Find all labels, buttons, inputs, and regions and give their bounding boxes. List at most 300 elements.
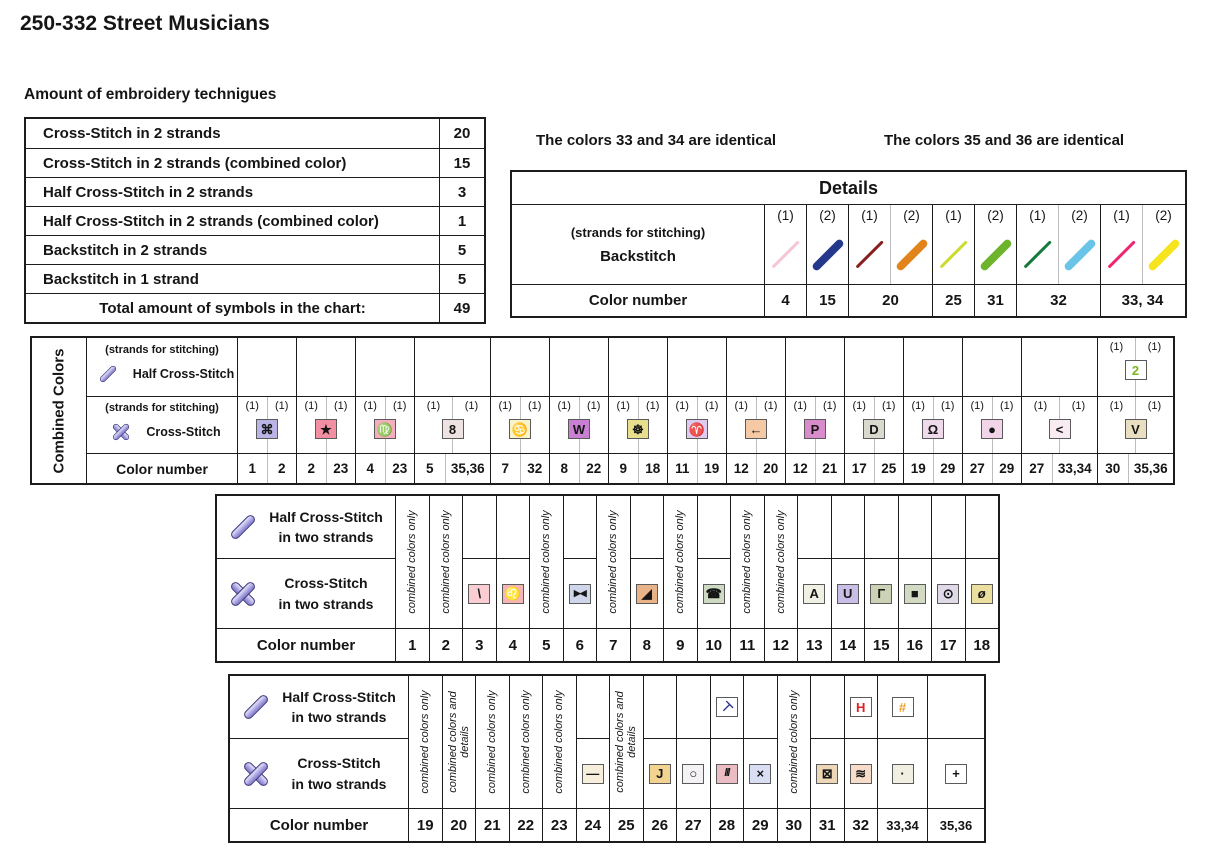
color-number: 20: [848, 285, 932, 316]
backstitch-cell: [933, 205, 974, 284]
half-cross-cell: [609, 338, 667, 397]
stitch-column: [429, 496, 463, 661]
strand-count: (1): [697, 397, 727, 453]
combined-colors-header-label: Combined Colors: [50, 348, 68, 474]
symbol-bowtie-symbol: [569, 584, 591, 604]
stitch-column: [529, 496, 563, 661]
color-number-pair: [668, 454, 726, 483]
cross-stitch-cell: [966, 559, 999, 629]
color-number-pair: [609, 454, 667, 483]
combined-pair: [237, 338, 296, 483]
blue-hammer-symbol: ⊤: [717, 697, 737, 717]
symbol-letter-v-symbol: [1125, 419, 1147, 439]
backstitch-line-wrap: [849, 225, 890, 284]
cross-stitch-row-label-text: [261, 573, 395, 614]
cross-stitch-cell: [238, 397, 296, 454]
backstitch-line-sample: [1108, 241, 1136, 269]
combined-note-text: combined colors only: [419, 690, 432, 794]
half-cross-cell: [463, 496, 496, 559]
technique-label: Half Cross-Stitch in 2 strands: [43, 183, 254, 201]
half-cross-cell: [497, 496, 530, 559]
combined-note-text: combined colors only: [553, 690, 566, 794]
half-cross-cell: [415, 338, 490, 397]
symbol-black-star-symbol: [315, 419, 337, 439]
backstitch-line-sample: [895, 238, 929, 272]
technique-row: [26, 206, 484, 235]
symbol-black-square-symbol: [904, 584, 926, 604]
color-number: 14: [839, 636, 857, 654]
stitch-column: [676, 676, 710, 841]
combined-note-text: combined colors and details: [446, 691, 471, 793]
strands-note: (strands for stitching): [570, 224, 706, 240]
stitch-column: [931, 496, 965, 661]
combined-note-cell: [597, 496, 630, 629]
combined-pair: [296, 338, 355, 483]
technique-row: [26, 119, 484, 148]
strand-count: (1): [385, 397, 415, 453]
symbol-dot-symbol: [892, 764, 914, 784]
color-number-label: Color number: [588, 292, 688, 309]
strand-count: (1): [452, 397, 490, 453]
color-number: 31: [818, 816, 836, 834]
combined-note-text: combined colors and details: [614, 691, 639, 793]
combined-pair: [962, 338, 1021, 483]
section-title-techniques: Amount of embroidery technigues: [24, 86, 277, 103]
color-number: 23: [385, 454, 415, 483]
technique-count: 20: [439, 119, 484, 148]
strand-count: (1): [498, 400, 512, 412]
circled-dot-symbol: ⊙: [942, 586, 954, 601]
combined-note-cell: [443, 676, 476, 809]
strand-count: (2): [987, 208, 1004, 223]
half-cross-cell: [845, 338, 903, 397]
half-cross-cell: [631, 496, 664, 559]
stitch-column: [730, 496, 764, 661]
cross-stitch-cell: [798, 559, 831, 629]
backstitch-cell: [849, 205, 890, 284]
symbol-gamma-symbol: [870, 584, 892, 604]
color-number-pair: [238, 454, 296, 483]
color-number-pair: [356, 454, 414, 483]
cross-stitch-row-label: [217, 559, 395, 629]
combined-pair: [549, 338, 608, 483]
bowtie-symbol: ▶◀: [573, 588, 586, 598]
symbol-letter-j-symbol: [649, 764, 671, 784]
half-cross-stitch-row-label: [87, 338, 237, 397]
digit-8-symbol: 8: [448, 421, 457, 437]
symbol-leo-symbol: [502, 584, 524, 604]
half-cross-stitch-row-label-line: in two strands: [278, 529, 374, 545]
color-number: 20: [450, 816, 468, 834]
backstitch-line-sample: [940, 241, 968, 269]
cross-stitch-cell: [1098, 397, 1173, 454]
color-number: 9: [619, 461, 627, 476]
color-number: 4: [366, 461, 374, 476]
details-title: Details: [512, 172, 1185, 205]
cross-stitch-cell: [668, 397, 726, 454]
backstitch-line-wrap: [891, 225, 932, 284]
color-number-label: Color number: [116, 460, 208, 477]
strand-count: (1): [852, 400, 866, 412]
color-number: 10: [705, 636, 723, 654]
symbol-letter-u-symbol: [837, 584, 859, 604]
cross-stitch-cell: [415, 397, 490, 454]
strand-count: (1): [1033, 400, 1048, 412]
stitch-column: [743, 676, 777, 841]
backslash-symbol: \: [477, 586, 482, 601]
half-cross-stitch-row-label-text: [274, 687, 408, 728]
color-number: 2: [441, 636, 450, 654]
combined-pair: [844, 338, 903, 483]
color-number-label: Color number: [256, 636, 356, 654]
strand-count: (1): [1109, 400, 1124, 412]
color-number-pair: [904, 454, 962, 483]
color-number: 17: [939, 636, 957, 654]
strands-note: (strands for stitching): [105, 343, 219, 356]
cross-stitch-row-label-line: Cross-Stitch: [284, 575, 368, 592]
technique-count: 5: [439, 265, 484, 293]
color-number: 7: [609, 636, 618, 654]
symbol-plus-symbol: [945, 764, 967, 784]
color-number: 35,36: [939, 817, 973, 833]
strand-count: (1): [1029, 208, 1046, 223]
technique-row: [26, 148, 484, 177]
half-cross-cell: [550, 338, 608, 397]
cross-stitch-cell: [845, 397, 903, 454]
stitch-column: [898, 496, 932, 661]
strand-count: (1): [363, 400, 377, 412]
stitch-column: [563, 496, 597, 661]
combined-pair: [785, 338, 844, 483]
stitch-column: [395, 496, 429, 661]
color-number: 24: [584, 816, 602, 834]
small-x-symbol: ×: [756, 766, 765, 781]
combined-note-cell: [765, 496, 798, 629]
color-number-pair: [727, 454, 785, 483]
half-cross-stitch-icon: [96, 362, 120, 385]
color-number: 25: [617, 816, 635, 834]
strand-count: (1): [616, 400, 630, 412]
letter-u-symbol: U: [843, 586, 853, 601]
cross-stitch-cell: [904, 397, 962, 454]
strands-note: (strands for stitching): [105, 401, 219, 414]
technique-count: 1: [439, 207, 484, 235]
note-colors-33-34: The colors 33 and 34 are identical: [536, 132, 777, 149]
combined-note-cell: [510, 676, 543, 809]
backstitch-cell: [890, 205, 932, 284]
cross-stitch-cell: [1022, 397, 1097, 454]
combined-note-text: combined colors only: [741, 510, 754, 614]
color-number: 2: [307, 461, 315, 476]
stitch-row-labels: [230, 676, 408, 841]
cross-stitch-cell: [564, 559, 597, 629]
cross-stitch-icon: [238, 757, 274, 791]
symbol-letter-a-symbol: [803, 584, 825, 604]
stitch-column: [576, 676, 610, 841]
black-circle-symbol: ●: [988, 421, 996, 437]
stitch-column: [764, 496, 798, 661]
details-color-number-row: [512, 285, 1185, 316]
color-number: 5: [426, 461, 434, 476]
color-number: 33,34: [886, 817, 919, 833]
color-number: 1: [248, 461, 256, 476]
color-number-pair: [550, 454, 608, 483]
black-square-symbol: ■: [910, 586, 919, 601]
backstitch-group: [806, 205, 848, 284]
half-cross-cell: [1098, 338, 1173, 397]
strand-count: (1): [1135, 338, 1173, 396]
technique-count: 15: [439, 149, 484, 177]
symbol-envelope-symbol: [816, 764, 838, 784]
red-h-symbol: H: [856, 699, 866, 715]
symbol-slashed-o-symbol: [971, 584, 993, 604]
strand-count: (2): [1071, 208, 1088, 223]
stitch-column: [643, 676, 677, 841]
symbol-circled-dot-symbol: [937, 584, 959, 604]
cross-stitch-icon: [225, 577, 261, 611]
virgo-symbol: ♍: [376, 421, 394, 437]
half-cross-stitch-row-label-line: in two strands: [291, 709, 387, 725]
half-cross-cell: [356, 338, 414, 397]
half-cross-stitch-icon: [225, 510, 261, 544]
backstitch-cell: [1058, 205, 1100, 284]
color-number: 4: [508, 636, 517, 654]
plus-symbol: +: [952, 766, 960, 781]
color-number: 22: [517, 816, 535, 834]
combined-note-text: combined colors only: [607, 510, 620, 614]
stitch-column: [810, 676, 844, 841]
symbol-blue-hammer-symbol: [716, 697, 738, 717]
backstitch-line-sample: [1063, 238, 1097, 272]
color-number: 25: [874, 454, 904, 483]
strand-count: (2): [819, 208, 836, 223]
dash-symbol: —: [586, 766, 600, 781]
combined-note-cell: [778, 676, 811, 809]
color-number: 1: [408, 636, 417, 654]
backstitch-line-wrap: [1143, 225, 1184, 284]
techniques-table: [24, 117, 486, 324]
color-number: 32: [852, 816, 870, 834]
less-than-symbol: <: [1055, 421, 1064, 437]
note-colors-35-36: The colors 35 and 36 are identical: [884, 132, 1125, 149]
strand-count: (1): [911, 400, 925, 412]
page-title: 250-332 Street Musicians: [20, 12, 270, 35]
stitch-stick: [242, 693, 270, 721]
color-number: 27: [1029, 461, 1045, 476]
color-number-pair: [491, 454, 549, 483]
combined-pairs: [237, 338, 1173, 483]
color-number-pair: [845, 454, 903, 483]
color-number: 4: [764, 285, 806, 316]
strand-count: (1): [874, 397, 904, 453]
cross-stitch-icon: [109, 420, 133, 443]
cross-stitch-cell: [609, 397, 667, 454]
symbol-letter-w-symbol: [568, 419, 590, 439]
cross-stitch-cell: [297, 397, 355, 454]
strand-count: (1): [793, 400, 807, 412]
stitch-stick: [229, 513, 257, 541]
symbol-left-arrow-symbol: [745, 419, 767, 439]
strand-count: (1): [304, 400, 318, 412]
half-cross-cell: [786, 338, 844, 397]
combined-note-text: combined colors only: [774, 510, 787, 614]
color-number: 21: [815, 454, 845, 483]
strand-count: (1): [267, 397, 297, 453]
color-number: 6: [575, 636, 584, 654]
technique-count: 3: [439, 178, 484, 206]
color-number: 13: [805, 636, 823, 654]
cross-stitch-row-label: [87, 397, 237, 454]
half-cross-cell: [644, 676, 677, 739]
half-cross-cell: [491, 338, 549, 397]
letter-w-symbol: W: [572, 421, 586, 437]
half-cross-stitch-row-label: [230, 676, 408, 739]
symbol-black-triangle-symbol: [636, 584, 658, 604]
symbol-letter-p-symbol: [804, 419, 826, 439]
backstitch-label: Backstitch: [600, 247, 676, 265]
technique-label: Backstitch in 1 strand: [43, 270, 199, 288]
color-number: 29: [751, 816, 769, 834]
color-number: 9: [676, 636, 685, 654]
combined-note-cell: [530, 496, 563, 629]
strand-count: (1): [579, 397, 609, 453]
combined-note-cell: [476, 676, 509, 809]
stitch-column: [408, 676, 442, 841]
symbol-orange-hash-symbol: [892, 697, 914, 717]
combined-pair: [414, 338, 490, 483]
backstitch-cell: [975, 205, 1016, 284]
color-number: 12: [772, 636, 790, 654]
color-number: 23: [550, 816, 568, 834]
color-number: 25: [932, 285, 974, 316]
cross-stitch-cell: [727, 397, 785, 454]
strand-count: (1): [861, 208, 878, 223]
color-number: 29: [992, 454, 1022, 483]
cross-stitch-cell: [932, 559, 965, 629]
combined-note-cell: [731, 496, 764, 629]
color-number: 22: [579, 454, 609, 483]
color-number: 32: [1016, 285, 1100, 316]
half-cross-stitch-row-label-line: [90, 357, 234, 391]
cross-stitch-cell: [491, 397, 549, 454]
color-number: 30: [1105, 461, 1121, 476]
strand-count: (1): [992, 397, 1022, 453]
strand-count: (1): [245, 400, 259, 412]
symbol-black-circle-symbol: [981, 419, 1003, 439]
backstitch-group: [1100, 205, 1184, 284]
stitch-column: [663, 496, 697, 661]
half-cross-cell: [564, 496, 597, 559]
color-number: 11: [675, 461, 690, 476]
backstitch-line-sample: [979, 238, 1013, 272]
technique-row: [26, 235, 484, 264]
half-cross-cell: [1022, 338, 1097, 397]
technique-label: Total amount of symbols in the chart:: [99, 299, 366, 317]
cross-stitch-cell: [878, 739, 927, 809]
half-cross-cell: [238, 338, 296, 397]
half-cross-stitch-row-label: [217, 496, 395, 559]
backstitch-row-label: [512, 205, 764, 284]
technique-label: Backstitch in 2 strands: [43, 241, 208, 259]
combined-note-text: combined colors only: [406, 510, 419, 614]
stitch-column: [710, 676, 744, 841]
orange-hash-symbol: #: [898, 699, 907, 715]
combined-pair: [726, 338, 785, 483]
half-cross-cell: [811, 676, 844, 739]
backstitch-group: [932, 205, 974, 284]
color-number-pair: [415, 454, 490, 483]
strand-count: (1): [326, 397, 356, 453]
color-number: 11: [739, 636, 756, 654]
strand-count: (2): [903, 208, 920, 223]
symbol-telephone-symbol: [703, 584, 725, 604]
color-number: 21: [483, 816, 501, 834]
cross-stitch-row-label-line: Cross-Stitch: [297, 755, 381, 772]
backstitch-line-wrap: [1101, 225, 1142, 284]
backstitch-group: [848, 205, 932, 284]
cross-stitch-row-label-text: Cross-Stitch: [146, 424, 221, 439]
color-number-pair: [1098, 454, 1173, 483]
color-number: 29: [933, 454, 963, 483]
half-cross-cell: [744, 676, 777, 739]
color-number-pair: [1022, 454, 1097, 483]
backstitch-line-wrap: [765, 225, 806, 284]
stitch-column: [777, 676, 811, 841]
technique-label: Cross-Stitch in 2 strands (combined color): [43, 154, 347, 172]
half-cross-cell: [577, 676, 610, 739]
flower-wheel-symbol: ☸: [632, 421, 644, 437]
letter-p-symbol: P: [810, 421, 820, 437]
half-cross-stitch-row-label-line: Half Cross-Stitch: [269, 508, 383, 525]
letter-j-symbol: J: [656, 766, 664, 781]
cross-stitch-cell: [832, 559, 865, 629]
stitch-table-colors-1-18: [215, 494, 1000, 663]
cross-stitch-cell: [786, 397, 844, 454]
telephone-symbol: ☎: [705, 586, 722, 601]
symbol-bell-symbol: [922, 419, 944, 439]
half-cross-cell: [878, 676, 927, 739]
dot-symbol: ·: [900, 766, 905, 781]
combined-note-cell: [430, 496, 463, 629]
half-cross-stitch-icon: [238, 690, 274, 724]
color-number: 32: [520, 454, 550, 483]
symbol-green-2-symbol: [1125, 360, 1147, 380]
color-number: 23: [326, 454, 356, 483]
stitch-column: [877, 676, 927, 841]
cross-stitch-cell: [644, 739, 677, 809]
combined-pair: [608, 338, 667, 483]
circle-outline-symbol: ○: [689, 766, 698, 781]
cross-stitch-cell: [711, 739, 744, 809]
cross-stitch-cell: [698, 559, 731, 629]
backstitch-line-wrap: [807, 225, 848, 284]
technique-label: Half Cross-Stitch in 2 strands (combined color): [43, 212, 379, 230]
backstitch-line-wrap: [975, 225, 1016, 284]
color-number: 12: [792, 461, 808, 476]
color-number: 20: [756, 454, 786, 483]
combined-pair: [490, 338, 549, 483]
symbol-digit-8-symbol: [442, 419, 464, 439]
bell-symbol: Ω: [927, 421, 939, 437]
cross-stitch-row-label-text: [274, 753, 408, 794]
technique-count: 5: [439, 236, 484, 264]
strand-count: (1): [756, 397, 786, 453]
strand-count: (1): [426, 400, 441, 412]
half-cross-cell: [727, 338, 785, 397]
color-number: 16: [906, 636, 924, 654]
letter-v-symbol: V: [1131, 421, 1140, 437]
stitch-table-colors-19-36: [228, 674, 986, 843]
